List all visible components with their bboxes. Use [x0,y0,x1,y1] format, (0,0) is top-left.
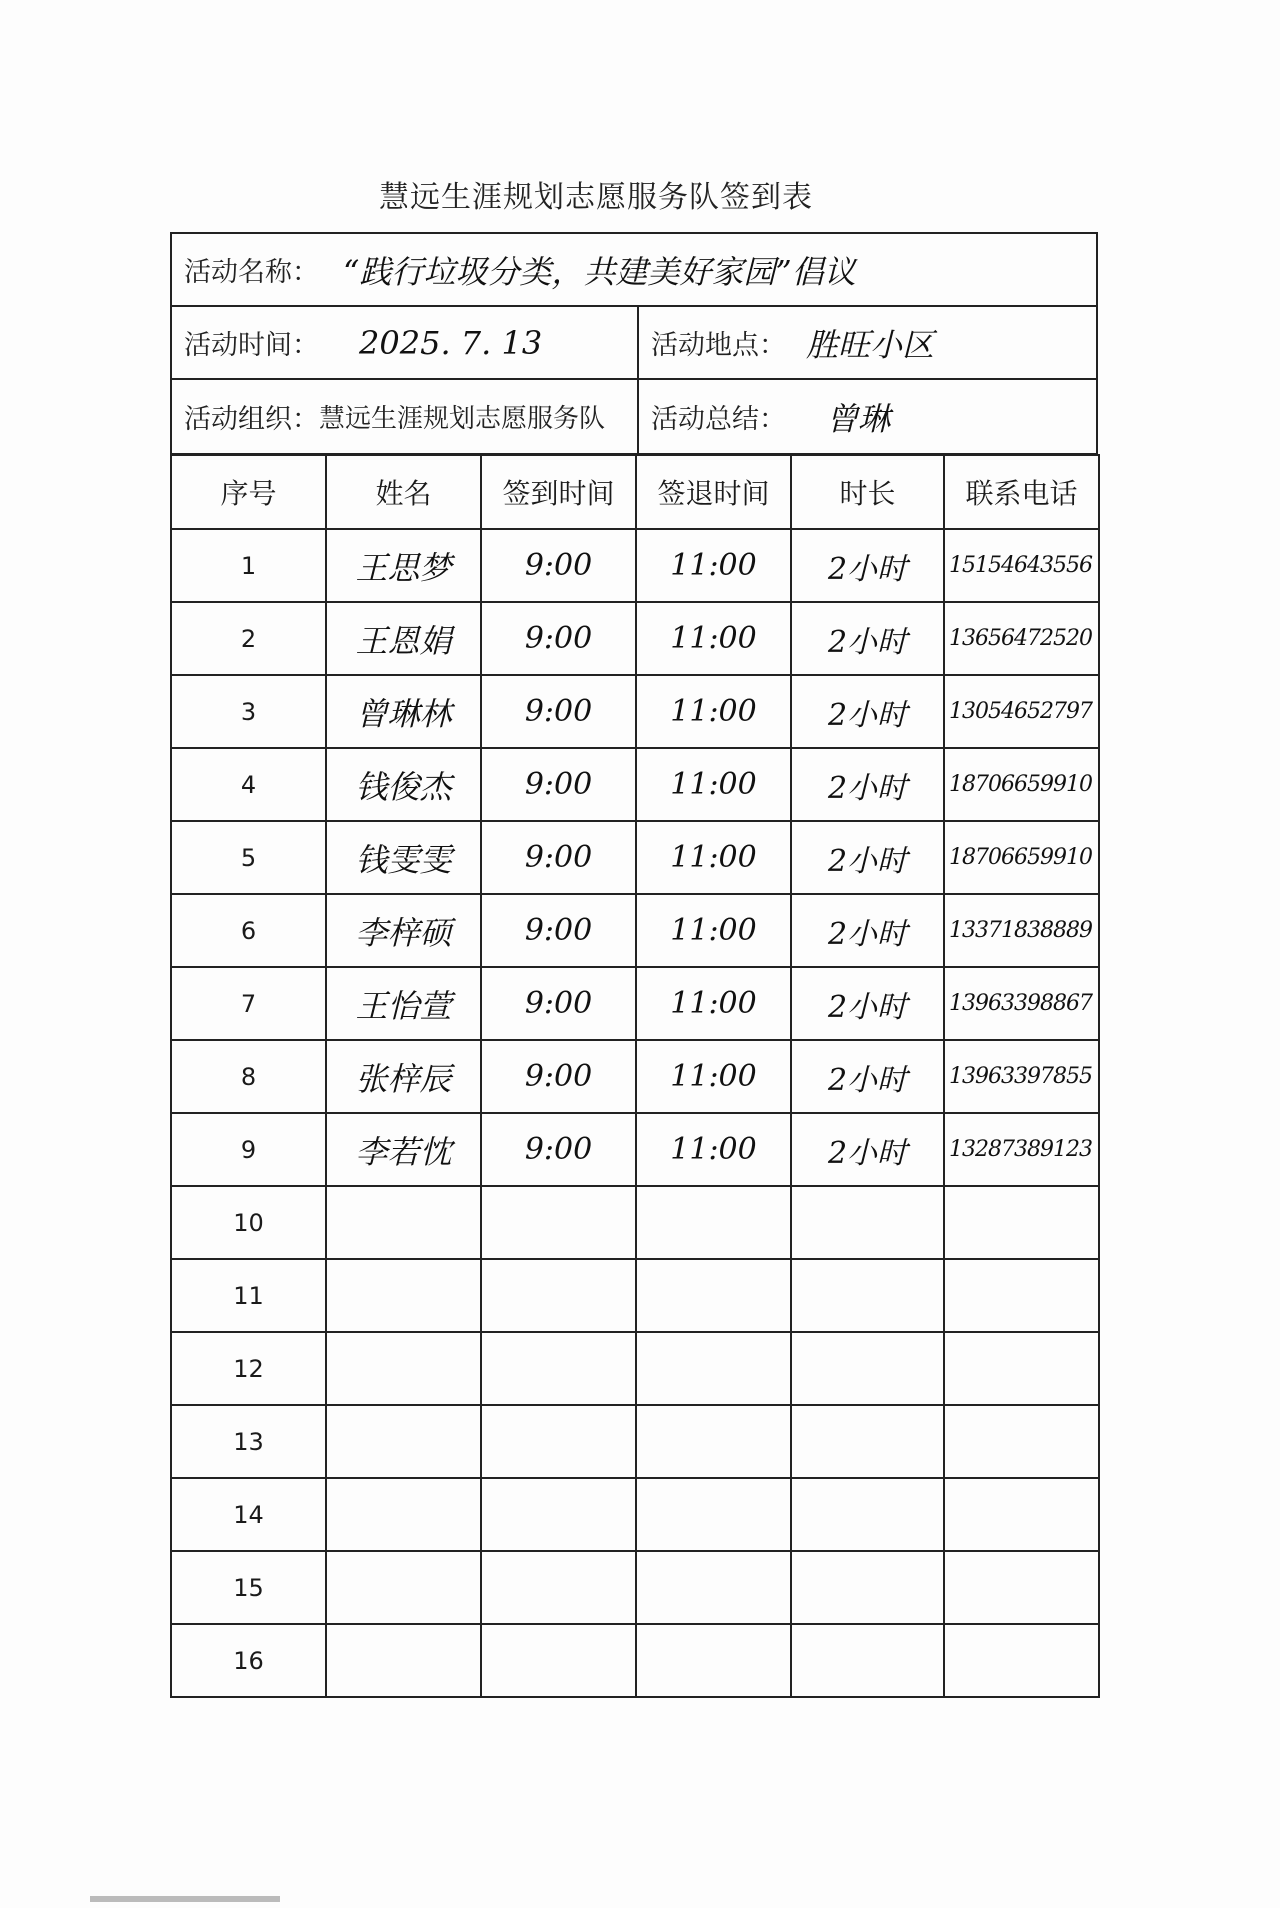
row-seq: 4 [171,748,326,821]
row-duration [791,1551,944,1624]
organizer-label: 活动组织： [184,404,319,435]
row-sign-in [481,1186,636,1259]
activity-name-value: “践行垃圾分类，共建美好家园”倡议 [343,252,856,291]
row-sign-out: 11:00 [636,821,791,894]
row-seq: 6 [171,894,326,967]
row-duration [791,1186,944,1259]
header-sign-out-time: 签退时间 [636,455,791,529]
row-sign-in [481,1478,636,1551]
table-row [171,1551,1099,1624]
row-sign-out [636,1551,791,1624]
row-duration: 2小时 [791,529,944,602]
row-sign-in: 9:00 [481,894,636,967]
row-sign-in: 9:00 [481,602,636,675]
row-sign-in: 9:00 [481,675,636,748]
table-row [171,1405,1099,1478]
row-phone [944,1478,1099,1551]
row-name: 曾琳林 [326,675,481,748]
row-seq: 11 [171,1259,326,1332]
page-title: 慧远生涯规划志愿服务队签到表 [379,180,813,215]
activity-place-cell [639,307,1096,378]
row-sign-out: 11:00 [636,1040,791,1113]
row-phone [944,1332,1099,1405]
row-sign-in [481,1332,636,1405]
row-sign-out [636,1332,791,1405]
row-phone: 13963397855 [944,1040,1099,1113]
row-seq: 10 [171,1186,326,1259]
row-name [326,1551,481,1624]
row-duration [791,1332,944,1405]
row-sign-out: 11:00 [636,602,791,675]
row-duration: 2小时 [791,1113,944,1186]
row-sign-in: 9:00 [481,1040,636,1113]
table-row [171,894,1099,967]
table-row [171,1259,1099,1332]
row-sign-in: 9:00 [481,967,636,1040]
row-name [326,1624,481,1697]
organizer-summary-row [172,380,1096,453]
row-phone: 13287389123 [944,1113,1099,1186]
row-duration: 2小时 [791,602,944,675]
table-row [171,602,1099,675]
activity-place-value: 胜旺小区 [806,325,935,364]
table-row [171,1332,1099,1405]
activity-place-label: 活动地点： [651,330,786,361]
row-seq: 8 [171,1040,326,1113]
table-header-row [171,455,1099,529]
table-row [171,1040,1099,1113]
row-sign-in: 9:00 [481,1113,636,1186]
row-seq: 3 [171,675,326,748]
activity-time-label: 活动时间： [184,330,319,361]
table-row [171,1478,1099,1551]
row-sign-out: 11:00 [636,529,791,602]
row-seq: 9 [171,1113,326,1186]
row-name: 李若忱 [326,1113,481,1186]
organizer-cell [172,380,639,453]
row-phone: 13371838889 [944,894,1099,967]
row-name: 钱俊杰 [326,748,481,821]
table-row [171,1624,1099,1697]
row-sign-in [481,1624,636,1697]
row-duration [791,1259,944,1332]
row-duration: 2小时 [791,821,944,894]
activity-name-row [172,234,1096,307]
activity-time-value: 2025. 7. 13 [359,323,543,362]
row-phone [944,1551,1099,1624]
row-seq: 13 [171,1405,326,1478]
row-sign-in [481,1259,636,1332]
row-name [326,1405,481,1478]
organizer-value: 慧远生涯规划志愿服务队 [319,404,606,434]
row-duration [791,1478,944,1551]
row-sign-in [481,1551,636,1624]
table-row [171,1186,1099,1259]
row-sign-in: 9:00 [481,748,636,821]
row-sign-out [636,1186,791,1259]
row-duration [791,1624,944,1697]
table-row [171,1113,1099,1186]
row-name: 钱雯雯 [326,821,481,894]
header-phone: 联系电话 [944,455,1099,529]
row-seq: 14 [171,1478,326,1551]
row-phone [944,1186,1099,1259]
table-row [171,967,1099,1040]
row-sign-out [636,1405,791,1478]
header-name: 姓名 [326,455,481,529]
row-seq: 7 [171,967,326,1040]
row-sign-out: 11:00 [636,894,791,967]
row-name: 王恩娟 [326,602,481,675]
row-sign-out: 11:00 [636,1113,791,1186]
header-duration: 时长 [791,455,944,529]
row-duration: 2小时 [791,675,944,748]
row-seq: 16 [171,1624,326,1697]
table-row [171,675,1099,748]
row-name [326,1259,481,1332]
row-name [326,1186,481,1259]
row-sign-out: 11:00 [636,748,791,821]
activity-name-cell [172,234,1096,305]
activity-time-place-row [172,307,1096,380]
row-name [326,1332,481,1405]
header-seq: 序号 [171,455,326,529]
scan-edge-mark [90,1896,280,1902]
row-duration: 2小时 [791,748,944,821]
row-name: 李梓硕 [326,894,481,967]
row-phone: 18706659910 [944,821,1099,894]
row-duration [791,1405,944,1478]
row-sign-in: 9:00 [481,821,636,894]
row-sign-out: 11:00 [636,967,791,1040]
table-row [171,821,1099,894]
row-duration: 2小时 [791,894,944,967]
activity-time-cell [172,307,639,378]
row-phone: 13054652797 [944,675,1099,748]
row-seq: 15 [171,1551,326,1624]
row-sign-out: 11:00 [636,675,791,748]
activity-name-label: 活动名称： [184,257,319,288]
row-phone [944,1624,1099,1697]
row-phone [944,1259,1099,1332]
row-seq: 12 [171,1332,326,1405]
table-row [171,748,1099,821]
row-sign-out [636,1259,791,1332]
summary-cell [639,380,1096,453]
row-sign-out [636,1478,791,1551]
row-name: 王怡萱 [326,967,481,1040]
row-seq: 2 [171,602,326,675]
row-phone: 15154643556 [944,529,1099,602]
header-sign-in-time: 签到时间 [481,455,636,529]
row-phone: 18706659910 [944,748,1099,821]
row-sign-out [636,1624,791,1697]
row-seq: 1 [171,529,326,602]
activity-info-block [170,232,1098,455]
row-phone [944,1405,1099,1478]
row-duration: 2小时 [791,1040,944,1113]
row-phone: 13656472520 [944,602,1099,675]
row-name [326,1478,481,1551]
table-row [171,529,1099,602]
summary-value: 曾琳 [826,399,891,438]
row-name: 王思梦 [326,529,481,602]
row-seq: 5 [171,821,326,894]
row-name: 张梓辰 [326,1040,481,1113]
row-sign-in [481,1405,636,1478]
row-sign-in: 9:00 [481,529,636,602]
row-phone: 13963398867 [944,967,1099,1040]
row-duration: 2小时 [791,967,944,1040]
sign-in-table [170,454,1100,1698]
summary-label: 活动总结： [651,404,786,435]
